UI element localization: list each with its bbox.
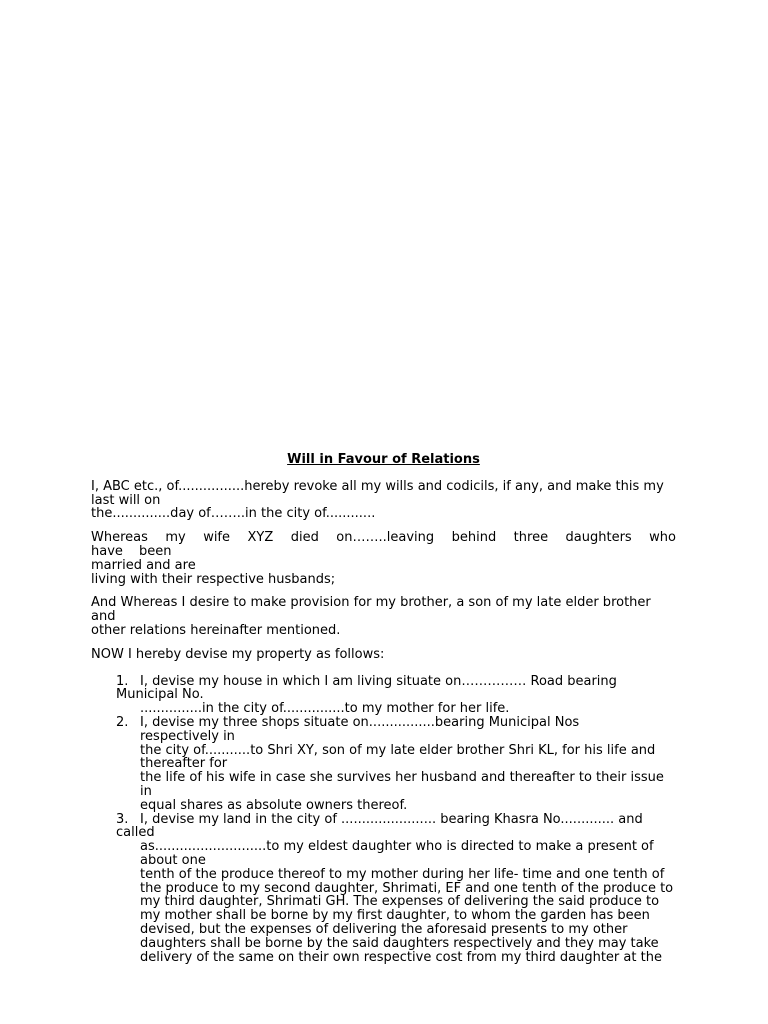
list-item-text: I, devise my house in which I am living situate on…………… Road bearing xyxy=(140,673,617,689)
list-item-line: about one xyxy=(140,852,206,868)
paragraph-line: I, ABC etc., of................hereby revoke all my wills and codicils, if any, and make this my xyxy=(91,478,664,494)
document-page xyxy=(91,453,676,964)
paragraph-line: And Whereas I desire to make provision for my brother, a son of my late elder brother and xyxy=(91,595,651,625)
list-item-line: respectively in xyxy=(140,728,235,744)
list-item-line: as...........................to my eldest daughter who is directed to make a present of xyxy=(140,839,654,855)
paragraph-whereas-wife xyxy=(91,531,676,586)
list-item-line: the produce to my second daughter, Shrimati, EF and one tenth of the produce to xyxy=(140,880,674,896)
paragraph-revocation xyxy=(91,480,676,521)
list-item-number: 1. xyxy=(116,673,129,689)
paragraph-whereas-provision xyxy=(91,596,676,637)
list-item-wrap: called xyxy=(116,825,155,841)
list-item-line: ...............in the city of...............to my mother for her life. xyxy=(140,701,510,717)
list-item-line: daughters shall be borne by the said daughters respectively and they may take xyxy=(140,935,659,951)
list-item-line: the life of his wife in case she survives her husband and thereafter to their issue in xyxy=(140,770,664,799)
list-item-line: thereafter for xyxy=(140,756,228,772)
list-item-head xyxy=(116,813,676,827)
list-item xyxy=(91,716,676,813)
list-item-line: the city of...........to Shri XY, son of my late elder brother Shri KL, for his life and xyxy=(140,742,656,758)
list-item-head xyxy=(116,675,676,689)
paragraph-line: married and are xyxy=(91,557,196,573)
list-item-line: devised, but the expenses of delivering the aforesaid presents to my other xyxy=(140,921,628,937)
list-item xyxy=(91,675,676,716)
list-item-text: I, devise my land in the city of ....................... bearing Khasra No............. and xyxy=(140,811,643,827)
paragraph-line: the..............day of……..in the city of............ xyxy=(91,506,376,522)
list-item-text: I, devise my three shops situate on................bearing Municipal Nos xyxy=(140,714,580,730)
list-item-line: equal shares as absolute owners thereof. xyxy=(140,797,408,813)
devise-list xyxy=(91,675,676,965)
paragraph-line: living with their respective husbands; xyxy=(91,571,336,587)
list-item-line: delivery of the same on their own respective cost from my third daughter at the xyxy=(140,949,662,965)
list-item-line: my third daughter, Shrimati GH. The expenses of delivering the said produce to xyxy=(140,894,660,910)
paragraph-devise-intro: NOW I hereby devise my property as follows: xyxy=(91,646,385,662)
paragraph-line: last will on xyxy=(91,492,161,508)
list-item-number: 2. xyxy=(116,714,129,730)
list-item-line: tenth of the produce thereof to my mother during her life- time and one tenth of xyxy=(140,866,665,882)
paragraph-line: Whereas my wife XYZ died on……..leaving behind three daughters who have been xyxy=(91,530,676,559)
list-item-number: 3. xyxy=(116,811,129,827)
paragraph-line: other relations hereinafter mentioned. xyxy=(91,622,341,638)
document-title: Will in Favour of Relations xyxy=(287,452,480,467)
list-item xyxy=(91,813,676,965)
list-item-line: my mother shall be borne by my first daughter, to whom the garden has been xyxy=(140,908,650,924)
list-item-wrap: Municipal No. xyxy=(116,687,204,703)
list-item-head xyxy=(116,716,676,730)
